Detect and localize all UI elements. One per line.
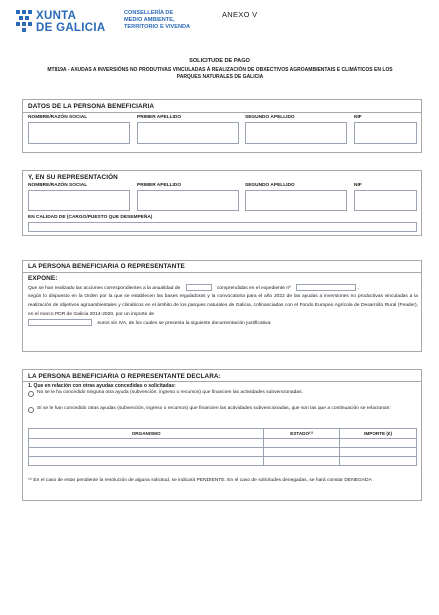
expone-text-a: Que se han realizado las acciones correspondientes a la anualidad de	[28, 285, 181, 291]
declara-item1: 1. Que en relación con otras ayudas concedidas o solicitadas:	[28, 383, 176, 389]
field-label-name: NOMBRE/RAZÓN SOCIAL	[28, 183, 88, 188]
xunta-logo	[16, 10, 136, 46]
logo-text-line1: XUNTA	[36, 10, 77, 22]
name-input[interactable]	[28, 122, 130, 144]
organismo-cell[interactable]	[29, 439, 264, 448]
xunta-emblem-icon	[16, 10, 32, 32]
capacity-input[interactable]	[28, 222, 417, 232]
declara-section	[22, 369, 422, 501]
divider	[23, 272, 421, 273]
field-label-first-surname: PRIMER APELLIDO	[137, 115, 182, 120]
conselleria-line: CONSELLERÍA DE	[124, 10, 174, 16]
organismo-cell[interactable]	[29, 448, 264, 457]
importe-input[interactable]	[28, 319, 92, 326]
subtitle-line: PARQUES NATURALES DE GALICIA	[176, 73, 264, 80]
col-header-importe: IMPORTE (€)	[340, 429, 417, 439]
importe-cell[interactable]	[340, 439, 417, 448]
table-row	[29, 457, 417, 466]
expone-label: EXPONE:	[28, 275, 58, 282]
option-some-radio[interactable]	[28, 407, 34, 413]
document-subtitle	[24, 67, 416, 80]
field-label-nif: NIF	[354, 183, 362, 188]
expone-text-d: euros sin IVA, de los cuales se presenta la siguiente documentación justificativa:	[97, 320, 272, 326]
col-header-organismo: ORGANISMO	[29, 429, 264, 439]
anexo-label: ANEXO V	[222, 10, 258, 19]
representative-section	[22, 170, 422, 236]
option-some-label: Sí se le han concedido otras ayudas (subvención, ingreso o recursos) que financien las actividades subvencionadas, que son las que a continuación se relacionan:	[37, 406, 391, 411]
table-header-row	[29, 429, 417, 439]
field-label-first-surname: PRIMER APELLIDO	[137, 183, 182, 188]
field-label-capacity: EN CALIDAD DE (CARGO/PUESTO QUE DESEMPEÑA)	[28, 215, 153, 220]
beneficiary-section	[22, 99, 422, 153]
field-label-second-surname: SEGUNDO APELLIDO	[245, 115, 295, 120]
section-title: LA PERSONA BENEFICIARIA O REPRESENTANTE	[28, 263, 185, 270]
expediente-input[interactable]	[296, 284, 356, 291]
expone-paragraph: Que se han realizado las acciones correspondientes a la anualidad de comprendidas en el expediente nº , según lo dispuesto en la Orden por la que se establecen las bases reguladoras y la convocatoria para el año 2022 de las ayudas a inversiones no productivas vinculadas a la realización de objetivos agroambientales y climáticos en el ámbito de los parques naturales de Galicia, cofinanciadas con el Fondo Europeo Agrícola de Desarrollo Rural (Feader), en el marco PDR de Galicia 2014-2020, por un importe de euros sin IVA, de los cuales se presenta la siguiente documentación justificativa:	[28, 285, 418, 326]
table-row	[29, 448, 417, 457]
subtitle-line: MT819A - AXUDAS A INVERSIÓNS NO PRODUTIVAS VINCULADAS Á REALIZACIÓN DE OBXECTIVOS AGROAMBIENTAIS E CLIMÁTICOS EN LOS	[47, 67, 393, 73]
rep-nif-input[interactable]	[354, 190, 417, 211]
organismo-cell[interactable]	[29, 457, 264, 466]
second-surname-input[interactable]	[245, 122, 347, 144]
table-row	[29, 439, 417, 448]
rep-name-input[interactable]	[28, 190, 130, 211]
anualidad-input[interactable]	[186, 284, 212, 291]
section-title: Y, EN SU REPRESENTACIÓN	[28, 174, 118, 181]
option-none-label: No se le ha concedido ninguna otra ayuda (subvención, ingreso o recursos) que financien las actividades subvencionadas.	[37, 390, 303, 395]
expone-text-c: según lo dispuesto en la Orden por la que se establecen las bases reguladoras y la convocatoria para el año 2022 de las ayudas a inversiones no productivas vinculadas a la realización de objetivos agroambientales y climáticos en el ámbito de los parques naturales de Galicia, cofinanciadas con el Fondo Europeo Agrícola de Desarrollo Rural (Feader), en el marco PDR de Galicia 2014-2020, por un importe de	[28, 294, 418, 317]
nif-input[interactable]	[354, 122, 417, 144]
divider	[23, 112, 421, 113]
field-label-nif: NIF	[354, 115, 362, 120]
expone-section	[22, 260, 422, 352]
estado-cell[interactable]	[264, 457, 340, 466]
rep-second-surname-input[interactable]	[245, 190, 347, 211]
conselleria-name	[124, 10, 190, 31]
col-header-estado: ESTADO⁽¹⁾	[264, 429, 340, 439]
document-title: SOLICITUDE DE PAGO	[189, 58, 250, 64]
divider	[23, 381, 421, 382]
document-header	[10, 6, 430, 48]
importe-cell[interactable]	[340, 448, 417, 457]
conselleria-line: MEDIO AMBIENTE,	[124, 17, 175, 23]
estado-cell[interactable]	[264, 448, 340, 457]
option-none-radio[interactable]	[28, 391, 34, 397]
first-surname-input[interactable]	[137, 122, 239, 144]
rep-first-surname-input[interactable]	[137, 190, 239, 211]
footnote: ⁽¹⁾ En el caso de estar pendiente la resolución de alguna solicitud, se indicará PENDIENTE. En el caso de solicitudes denegadas, se hará constar DENEGADA	[28, 478, 372, 483]
conselleria-line: TERRITORIO E VIVENDA	[124, 24, 191, 30]
section-title: DATOS DE LA PERSONA BENEFICIARIA	[28, 103, 155, 110]
importe-cell[interactable]	[340, 457, 417, 466]
expone-text-b: comprendidas en el expediente nº	[216, 285, 291, 291]
logo-text-line2: DE GALICIA	[36, 22, 106, 34]
section-title: LA PERSONA BENEFICIARIA O REPRESENTANTE DECLARA:	[28, 373, 221, 380]
field-label-name: NOMBRE/RAZÓN SOCIAL	[28, 115, 88, 120]
other-aids-table	[28, 428, 417, 466]
estado-cell[interactable]	[264, 439, 340, 448]
field-label-second-surname: SEGUNDO APELLIDO	[245, 183, 295, 188]
